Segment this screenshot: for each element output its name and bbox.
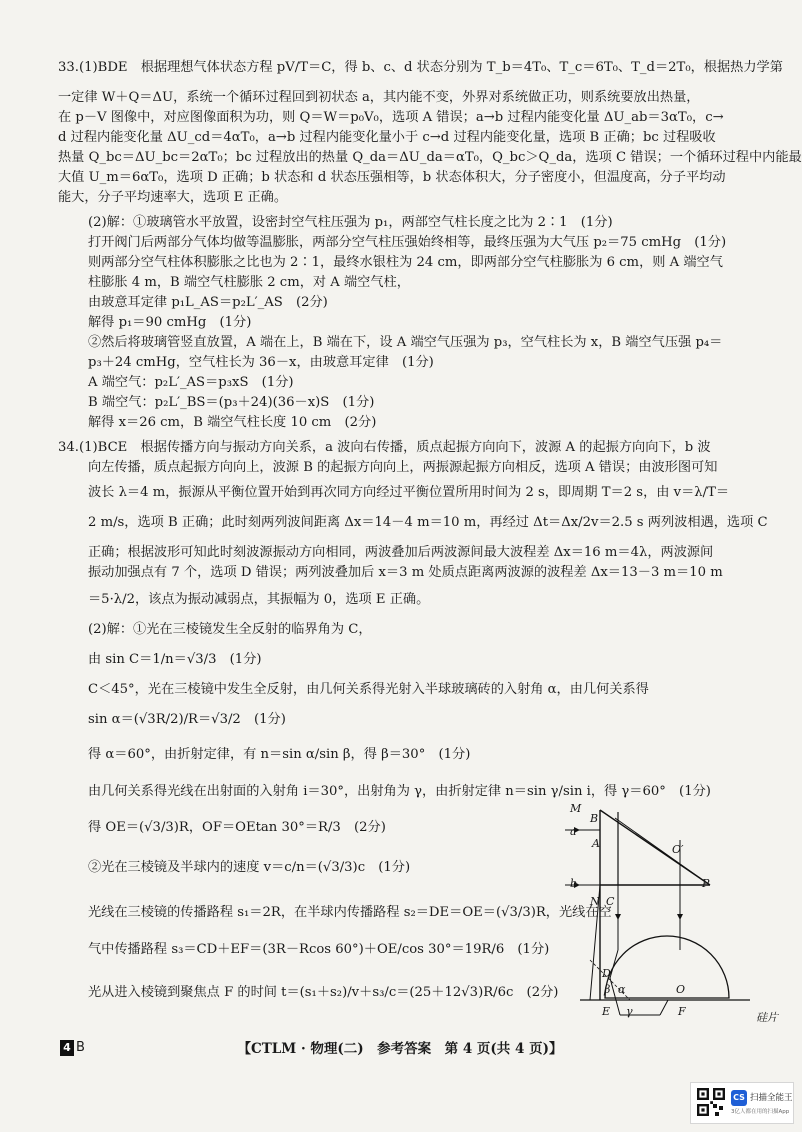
text-line: 光从进入棱镜到聚焦点 F 的时间 t＝(s₁＋s₂)/v＋s₃/c＝(25＋12√3)R/6c (2分) xyxy=(88,985,559,1000)
diagram-label: O xyxy=(676,983,686,996)
diagram-label: α xyxy=(618,983,626,996)
scanner-watermark xyxy=(690,1082,794,1124)
text-line: sin α＝(√3R/2)/R＝√3/2 (1分) xyxy=(88,712,286,727)
scanner-app-name: 扫描全能王 xyxy=(750,1093,793,1103)
text-line: 正确；根据波形可知此时刻波源振动方向相同，两波叠加后两波源间最大波程差 Δx＝16 m＝4λ，两波源间 xyxy=(88,545,714,560)
text-line: 得 OE＝(√3/3)R，OF＝OEtan 30°＝R/3 (2分) xyxy=(88,820,386,835)
text-line: d 过程内能变化量 ΔU_cd＝4αT₀，a→b 过程内能变化量小于 c→d 过程内能变化量，选项 B 正确；bc 过程吸收 xyxy=(58,130,716,145)
text-line: p₃＋24 cmHg，空气柱长为 36－x，由玻意耳定律 (1分) xyxy=(88,355,434,370)
text-line: (2)解：①玻璃管水平放置，设密封空气柱压强为 p₁，两部空气柱长度之比为 2∶1 (1分) xyxy=(88,215,613,230)
text-line: 向左传播，质点起振方向向上，波源 B 的起振方向向上，两振源起振方向相反，选项 A 错误；由波形图可知 xyxy=(88,460,718,475)
diagram-label: b xyxy=(570,877,578,890)
text-line: 2 m/s，选项 B 正确；此时刻两列波间距离 Δx＝14－4 m＝10 m，再经过 Δt＝Δx/2v＝2.5 s 两列波相遇，选项 C xyxy=(88,515,768,530)
text-line: 一定律 W＋Q＝ΔU，系统一个循环过程回到初状态 a，其内能不变，外界对系统做正功，则系统要放出热量， xyxy=(58,90,700,105)
text-line: 热量 Q_bc＝ΔU_bc＝2αT₀；bc 过程放出的热量 Q_da＝ΔU_da＝αT₀，Q_bc＞Q_da，选项 C 错误；一个循环过程中内能最 xyxy=(58,150,802,165)
diagram-label: β xyxy=(604,983,611,996)
text-line: 光线在三棱镜的传播路程 s₁＝2R，在半球内传播路程 s₂＝DE＝OE＝(√3/3)R，光线在空 xyxy=(88,905,612,920)
text-line: ②然后将玻璃管竖直放置，A 端在上，B 端在下，设 A 端空气压强为 p₃，空气柱长为 x，B 端空气压强 p₄＝ xyxy=(88,335,723,350)
qr-code-icon xyxy=(697,1088,725,1116)
diagram-label: B xyxy=(590,812,599,825)
text-line: ＝5·λ/2，该点为振动减弱点，其振幅为 0，选项 E 正确。 xyxy=(88,592,430,607)
text-line: 解得 p₁＝90 cmHg (1分) xyxy=(88,315,252,330)
text-line: 气中传播路程 s₃＝CD＋EF＝(3R－Rcos 60°)＋OE/cos 30°＝19R/6 (1分) xyxy=(88,942,550,957)
text-line: 大值 U_m＝6αT₀，选项 D 正确；b 状态和 d 状态压强相等，b 状态体积大，分子密度小，但温度高，分子平均动 xyxy=(58,170,726,185)
text-line: ②光在三棱镜及半球内的速度 v＝c/n＝(√3/3)c (1分) xyxy=(88,860,411,875)
diagram-label: A xyxy=(592,837,600,850)
diagram-label: E xyxy=(602,1005,611,1018)
text-line: (2)解：①光在三棱镜发生全反射的临界角为 C， xyxy=(88,622,372,637)
diagram-label: O′ xyxy=(672,843,684,856)
text-line: 由 sin C＝1/n＝√3/3 (1分) xyxy=(88,652,262,667)
text-line: 得 α＝60°，由折射定律，有 n＝sin α/sin β，得 β＝30° (1分) xyxy=(88,747,471,762)
text-line: B 端空气：p₂L′_BS＝(p₃＋24)(36－x)S (1分) xyxy=(88,395,375,410)
text-line: 柱膨胀 4 m，B 端空气柱膨胀 2 cm，对 A 端空气柱， xyxy=(88,275,410,290)
text-line: 34.(1)BCE 根据传播方向与振动方向关系，a 波向右传播，质点起振方向向下，波源 A 的起振方向向下，b 波 xyxy=(58,440,711,455)
scanner-tagline: 3亿人都在用的扫描App xyxy=(731,1109,790,1115)
text-line: 打开阀门后两部分气体均做等温膨胀，两部分空气柱压强始终相等，最终压强为大气压 p₂＝75 cmHg (1分) xyxy=(88,235,727,250)
text-line: 能大，分子平均速率大，选项 E 正确。 xyxy=(58,190,288,205)
diagram-label: M xyxy=(570,802,582,815)
diagram-label: a xyxy=(570,825,577,838)
text-line: A 端空气：p₂L′_AS＝p₃xS (1分) xyxy=(88,375,294,390)
text-line: 由玻意耳定律 p₁L_AS＝p₂L′_AS (2分) xyxy=(88,295,328,310)
version-mark: B xyxy=(76,1040,85,1055)
diagram-label: F xyxy=(678,1005,686,1018)
diagram-label: γ xyxy=(626,1005,633,1018)
page-mark: 4 xyxy=(60,1040,74,1056)
diagram-label: P xyxy=(702,877,710,890)
scanner-logo: CS xyxy=(731,1090,747,1106)
text-line: 振动加强点有 7 个，选项 D 错误；两列波叠加后 x＝3 m 处质点距离两波源的波程差 Δx＝13－3 m＝10 m xyxy=(88,565,723,580)
diagram-label: C xyxy=(606,895,615,908)
diagram-label: N xyxy=(590,895,600,908)
text-line: 解得 x＝26 cm，B 端空气柱长度 10 cm (2分) xyxy=(88,415,377,430)
text-line: 波长 λ＝4 m，振源从平衡位置开始到再次同方向经过平衡位置所用时间为 2 s，即周期 T＝2 s，由 v＝λ/T＝ xyxy=(88,485,730,500)
diagram-label: D xyxy=(602,967,611,980)
text-line: 在 p－V 图像中，对应图像面积为功，则 Q＝W＝p₀V₀，选项 A 错误；a→b 过程内能变化量 ΔU_ab＝3αT₀，c→ xyxy=(58,110,724,125)
text-line: 由几何关系得光线在出射面的入射角 i＝30°，出射角为 γ，由折射定律 n＝sin γ/sin i，得 γ＝60° (1分) xyxy=(88,784,711,799)
diagram-label: 硅片 xyxy=(756,1011,778,1024)
page-footer xyxy=(0,1040,800,1066)
text-line: C＜45°，光在三棱镜中发生全反射，由几何关系得光射入半球玻璃砖的入射角 α，由几何关系得 xyxy=(88,682,649,697)
optics-diagram xyxy=(560,800,770,1030)
text-line: 33.(1)BDE 根据理想气体状态方程 pV/T＝C，得 b、c、d 状态分别为 T_b＝4T₀、T_c＝6T₀、T_d＝2T₀，根据热力学第 xyxy=(58,60,783,75)
footer-title: 【CTLM · 物理(二) 参考答案 第 4 页(共 4 页)】 xyxy=(237,1041,563,1057)
text-line: 则两部分空气柱体积膨胀之比也为 2∶1，最终水银柱为 24 cm，即两部分空气柱膨胀为 6 cm，则 A 端空气 xyxy=(88,255,723,270)
